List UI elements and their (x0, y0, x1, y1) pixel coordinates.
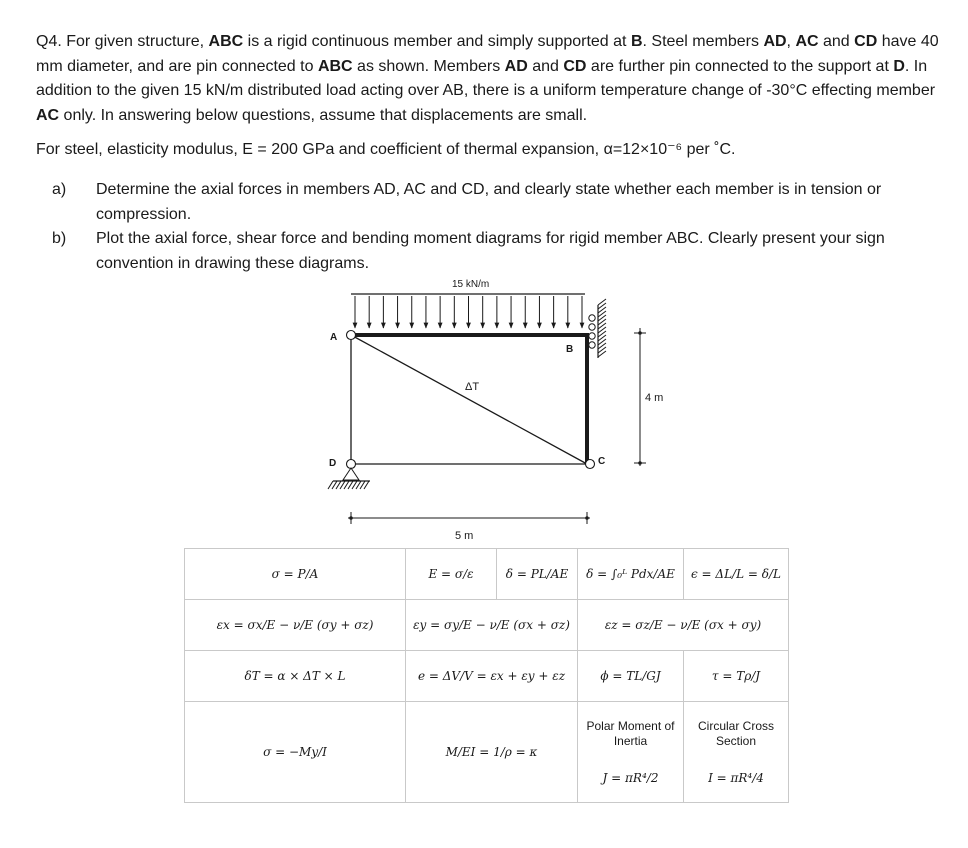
formula-deformation-integral: δ = ∫₀ᴸ Pdx/AE (578, 549, 684, 600)
formula-curvature: M/EI = 1/ρ = κ (406, 702, 578, 803)
formula-thermal: δT = α × ΔT × L (185, 651, 406, 702)
formula-modulus: E = σ/ε (406, 549, 497, 600)
circular-cross-label: Circular Cross Section (697, 719, 774, 748)
width-dimension (348, 512, 590, 524)
material-properties: For steel, elasticity modulus, E = 200 GPa and coefficient of thermal expansion, α=12×10⁻⁶ per ˚C. (36, 141, 736, 158)
node-d-label: D (329, 458, 337, 469)
distributed-load (351, 294, 585, 328)
formula-stress: σ = P/A (185, 549, 406, 600)
node-b-label: B (566, 344, 574, 355)
part-b-text: Plot the axial force, shear force and bending moment diagrams for rigid member ABC. Clearly present your sign convention in drawing these diagrams. (96, 230, 885, 272)
node-c-label: C (598, 456, 606, 467)
formula-strain-x: εx = σx/E − ν/E (σy + σz) (185, 600, 406, 651)
pin-support-d (328, 468, 370, 489)
polar-moment-label: Polar Moment of Inertia (586, 719, 675, 748)
delta-t-label: ΔT (465, 381, 480, 393)
formula-shear-torsion: τ = Tρ/J (684, 651, 789, 702)
formula-dilatation: e = ΔV/V = εx + εy + εz (406, 651, 578, 702)
pin-a (347, 331, 356, 340)
part-b-label: b) (52, 230, 67, 247)
roller-support-b (589, 299, 606, 358)
pin-c (586, 460, 595, 469)
formula-deformation: δ = PL/AE (497, 549, 578, 600)
height-label: 4 m (645, 392, 664, 404)
part-a-text: Determine the axial forces in members AD, AC and CD, and clearly state whether each member is in tension or compression. (96, 181, 882, 223)
formula-strain-y: εy = σy/E − ν/E (σx + σz) (406, 600, 578, 651)
member-ac (351, 335, 587, 464)
question-intro: Q4. For given structure, ABC is a rigid continuous member and simply supported at B. Steel members AD, AC and CD have 40 mm diameter, and are pin connected to ABC as shown. Members AD and CD are further pin connected to the support at D. In addition to the given 15 kN/m distributed load acting over AB, there is a uniform temperature change of -30°C effecting member AC only. In answering below questions, assume that displacements are small. (36, 33, 939, 124)
formula-bending-stress: σ = −My/I (185, 702, 406, 803)
part-a-label: a) (52, 181, 67, 198)
formula-moment-of-inertia: Circular Cross Section I = πR⁴/4 (684, 702, 789, 803)
formula-polar-moment: Polar Moment of Inertia J = πR⁴/2 (578, 702, 684, 803)
formula-strain: ϵ = ΔL/L = δ/L (684, 549, 789, 600)
node-a-label: A (330, 332, 338, 343)
width-label: 5 m (455, 530, 474, 542)
formula-twist: ϕ = TL/GJ (578, 651, 684, 702)
formula-strain-z: εz = σz/E − ν/E (σx + σy) (578, 600, 789, 651)
formula-table (184, 548, 789, 803)
load-label: 15 kN/m (452, 279, 490, 290)
